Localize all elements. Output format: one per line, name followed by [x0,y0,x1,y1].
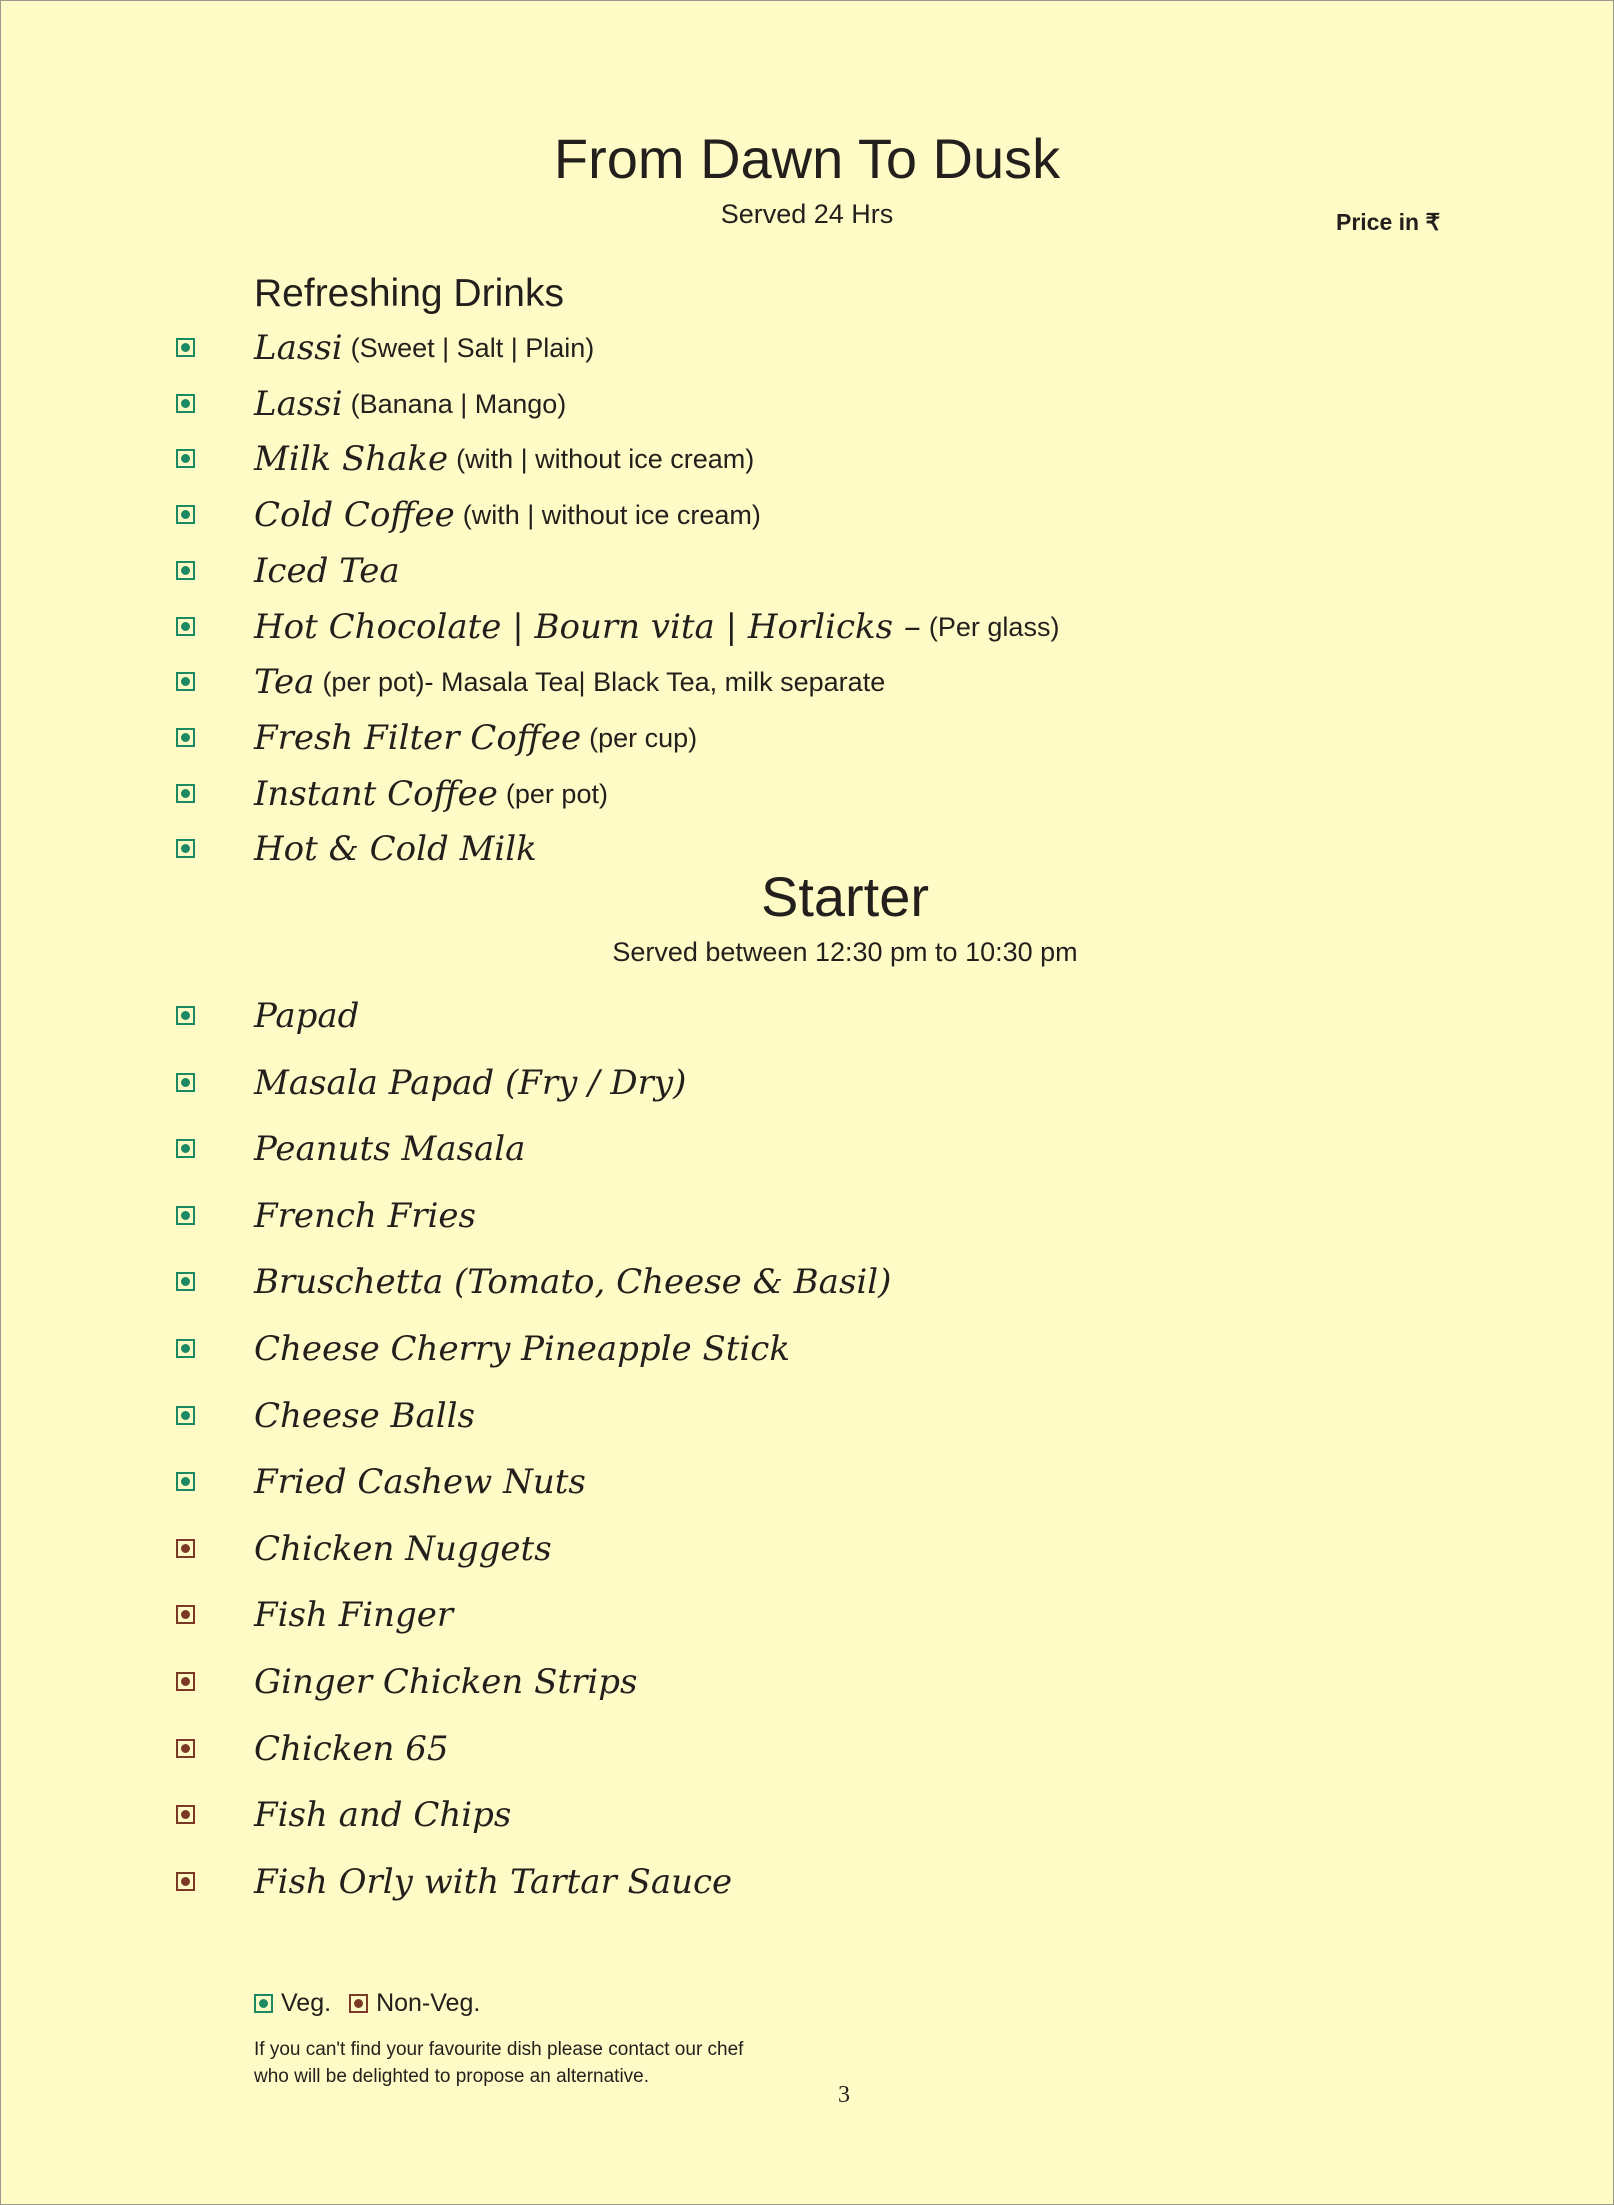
veg-marker-icon [176,839,195,858]
starter-menu-item [254,1257,891,1307]
item-name: Fried Cashew Nuts [254,1462,586,1503]
veg-marker-icon [254,1994,273,2013]
item-name: Cheese Balls [254,1395,475,1436]
item-note: (Per glass) [928,611,1060,642]
item-name: Cheese Cherry Pineapple Stick [254,1329,790,1369]
item-name: Fish Orly with Tartar Sauce [254,1861,733,1902]
item-name: Ginger Chicken Strips [254,1662,638,1702]
veg-marker-icon [176,1339,195,1358]
item-name: Masala Papad (Fry / Dry) [254,1062,687,1103]
nonveg-marker-icon [176,1739,195,1758]
starter-section-title: Starter [760,865,930,928]
starter-section-subtitle: Served between 12:30 pm to 10:30 pm [612,937,1078,967]
item-name: Bruschetta (Tomato, Cheese & Basil) [254,1262,892,1303]
item-name: Fish and Chips [254,1795,512,1836]
nonveg-marker-icon [349,1994,368,2013]
starter-menu-item [254,1391,475,1441]
item-note: (Sweet | Salt | Plain) [350,333,595,363]
item-note: (per pot) [505,778,608,809]
item-name: French Fries [254,1195,476,1236]
veg-marker-icon [176,784,195,803]
veg-marker-icon [176,1472,195,1491]
drinks-menu-item [254,713,697,763]
item-note: (per cup) [589,722,698,753]
page-number: 3 [838,2082,850,2108]
starter-menu-item [254,1657,637,1707]
footnote [254,2036,814,2090]
price-note: Price in ₹ [1336,209,1441,235]
starter-menu-item [254,1124,525,1174]
item-name: Tea [254,662,315,703]
item-note: (with | without ice cream) [456,444,755,475]
footnote-line-2: who will be delighted to propose an alternative. [254,2066,650,2087]
veg-marker-icon [176,449,195,468]
drinks-menu-item [254,379,566,429]
veg-marker-icon [176,394,195,413]
veg-legend-label: Veg. [281,1989,332,2017]
drinks-menu-item [254,490,761,540]
drinks-menu-item [254,657,885,707]
drinks-menu-item [254,769,608,819]
item-name: Iced Tea [254,550,400,591]
nonveg-marker-icon [176,1672,195,1691]
starter-menu-item [254,1790,511,1840]
item-name: Chicken 65 [254,1728,449,1769]
legend [254,1986,498,2020]
item-name: Instant Coffee [254,773,498,814]
veg-marker-icon [176,1406,195,1425]
veg-marker-icon [176,1073,195,1092]
item-name: Chicken Nuggets [254,1528,552,1569]
drinks-menu-item [254,602,1059,652]
drinks-section-title: Refreshing Drinks [254,272,564,315]
item-note: (per pot)- Masala Tea| Black Tea, milk separate [322,667,886,698]
starter-menu-item [254,1857,732,1907]
starter-menu-item [254,1058,686,1108]
footnote-line-1: If you can't find your favourite dish please contact our chef [254,2039,744,2060]
nonveg-marker-icon [176,1805,195,1824]
starter-menu-item [254,1724,449,1774]
item-name: Fish Finger [254,1595,454,1636]
drinks-menu-item [254,323,594,373]
veg-marker-icon [176,338,195,357]
veg-marker-icon [176,1272,195,1291]
starter-menu-item [254,1324,790,1374]
nonveg-legend-label: Non-Veg. [376,1989,481,2017]
item-name: Milk Shake [254,439,449,480]
item-name: Hot & Cold Milk [254,829,537,870]
drinks-menu-item [254,546,400,596]
veg-marker-icon [176,1206,195,1225]
starter-menu-item [254,1590,453,1640]
starter-menu-item [254,991,359,1041]
item-note: (with | without ice cream) [462,500,761,531]
item-name: Lassi [254,383,343,424]
nonveg-marker-icon [176,1872,195,1891]
veg-marker-icon [176,672,195,691]
nonveg-marker-icon [176,1539,195,1558]
item-name: Lassi [254,328,343,368]
item-name: Peanuts Masala [254,1129,526,1170]
veg-marker-icon [176,561,195,580]
drinks-menu-item [254,434,754,484]
nonveg-marker-icon [176,1605,195,1624]
item-note: (Banana | Mango) [350,388,567,419]
page-title: From Dawn To Dusk [553,127,1061,190]
veg-marker-icon [176,728,195,747]
starter-menu-item [254,1457,586,1507]
veg-marker-icon [176,1139,195,1158]
page-subtitle: Served 24 Hrs [720,199,894,229]
veg-marker-icon [176,617,195,636]
veg-marker-icon [176,505,195,524]
item-name: Papad [254,996,360,1036]
item-name: Cold Coffee [254,495,455,536]
veg-marker-icon [176,1006,195,1025]
starter-menu-item [254,1524,552,1574]
starter-menu-item [254,1191,476,1241]
item-name: Hot Chocolate | Bourn vita | Horlicks – [254,606,921,647]
item-name: Fresh Filter Coffee [254,717,582,758]
